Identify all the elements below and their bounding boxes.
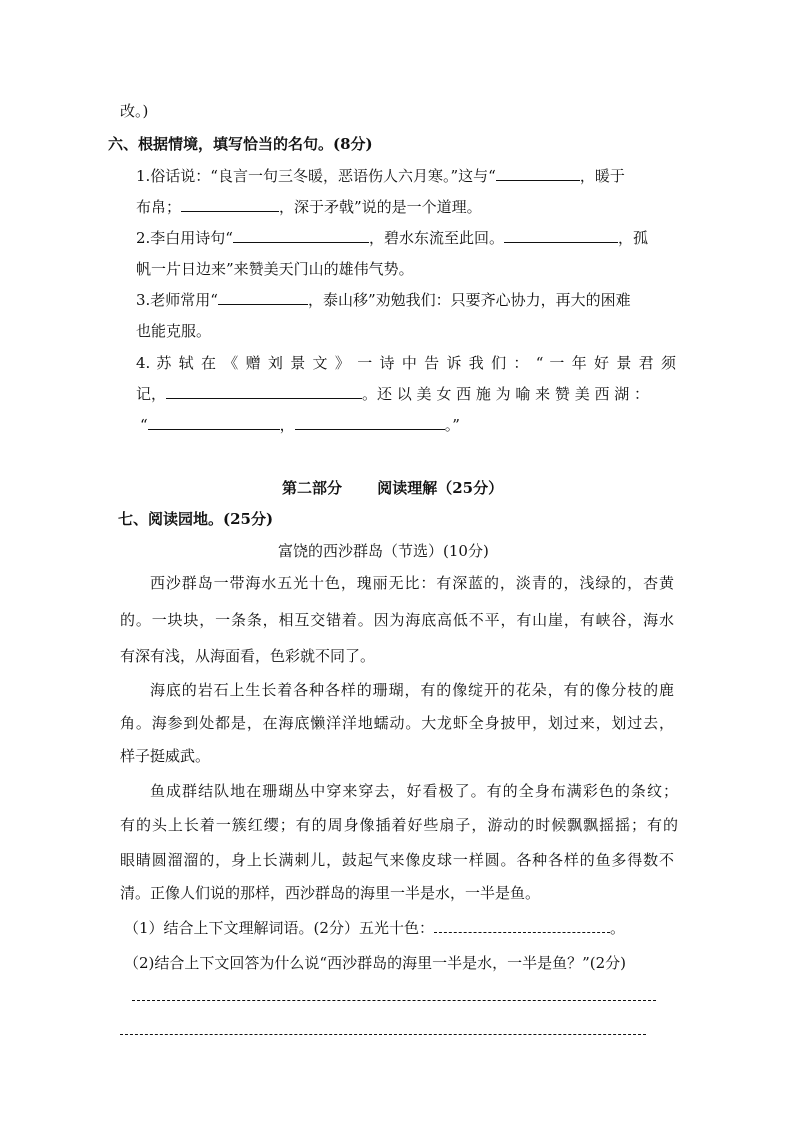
- p1-line1: 西沙群岛一带海水五光十色，瑰丽无比：有深蓝的，淡青的，浅绿的，杏黄: [150, 574, 674, 592]
- q1-blank-2[interactable]: [181, 197, 279, 212]
- q7-1-end: 。: [609, 919, 625, 937]
- q2-line1: [136, 228, 648, 248]
- q2-line2: 帆一片日边来”来赞美天门山的雄伟气势。: [136, 260, 414, 278]
- q7-1: [124, 918, 625, 938]
- q3-line1: [136, 290, 631, 310]
- q7-1-text: （1）结合上下文理解词语。(2分）五光十色：: [124, 919, 434, 937]
- q2-text-b: ，碧水东流至此回。: [368, 229, 504, 247]
- p3-line1: 鱼成群结队地在珊瑚丛中穿来穿去，好看极了。有的全身布满彩色的条纹；: [150, 782, 678, 800]
- q4-text-e: 。”: [444, 416, 460, 434]
- q7-1-answer-line[interactable]: [434, 931, 610, 933]
- q2-text-a: 2.李白用诗句“: [136, 229, 233, 247]
- p1-line3: 有深有浅，从海面看，色彩就不同了。: [120, 647, 376, 665]
- section7-heading: 七、阅读园地。(25分): [118, 510, 274, 528]
- q1-text-c: 布帛；: [136, 198, 182, 216]
- q4-line1: 4. 苏 轼 在 《 赠 刘 景 文 》 一 诗 中 告 诉 我 们 ： “ 一 年 好 景 君 须: [136, 354, 676, 372]
- q1-line1: [136, 166, 625, 186]
- q3-blank-1[interactable]: [218, 290, 308, 305]
- q1-text-d: ，深于矛戟”说的是一个道理。: [279, 198, 482, 216]
- part2-title: 第二部分 阅读理解（25分）: [282, 479, 504, 497]
- section6-heading: 六、根据情境，填写恰当的名句。(8分): [108, 135, 373, 153]
- q3-text-a: 3.老师常用“: [136, 291, 218, 309]
- p3-line2: 有的头上长着一簇红缨；有的周身像插着好些扇子，游动的时候飘飘摇摇；有的: [120, 816, 678, 834]
- p2-line2: 角。海参到处都是，在海底懒洋洋地蠕动。大龙虾全身披甲，划过来，划过去，: [120, 714, 674, 732]
- q1-blank-1[interactable]: [496, 166, 580, 181]
- p3-line4: 清。正像人们说的那样，西沙群岛的海里一半是水，一半是鱼。: [120, 884, 541, 902]
- q3-line2: 也能克服。: [136, 322, 212, 340]
- q1-line2: [136, 197, 482, 217]
- q4-text-b: 。还 以 美 女 西 施 为 喻 来 赞 美 西 湖 ：: [362, 385, 650, 403]
- p1-line2: 的。一块块，一条条，相互交错着。因为海底高低不平，有山崖，有峡谷，海水: [120, 611, 674, 629]
- q7-2: （2)结合上下文回答为什么说“西沙群岛的海里一半是水，一半是鱼？”(2分): [124, 954, 626, 972]
- q2-blank-2[interactable]: [504, 228, 618, 243]
- q4-blank-2[interactable]: [148, 415, 280, 430]
- q4-text-d: ，: [279, 416, 295, 434]
- q4-line2: [136, 384, 649, 404]
- p3-line3: 眼睛圆溜溜的，身上长满刺儿，鼓起气来像皮球一样圆。各种各样的鱼多得数不: [120, 851, 674, 869]
- q4-blank-1[interactable]: [166, 384, 362, 399]
- q4-blank-3[interactable]: [295, 415, 445, 430]
- q3-text-b: ，泰山移”劝勉我们：只要齐心协力，再大的困难: [307, 291, 631, 309]
- q2-blank-1[interactable]: [233, 228, 369, 243]
- q1-text-a: 1.俗话说：“良言一句三冬暖，恶语伤人六月寒。”这与“: [136, 167, 496, 185]
- passage-title: 富饶的西沙群岛（节选）(10分): [278, 542, 489, 560]
- answer-line-2[interactable]: [120, 1034, 646, 1035]
- answer-line-1[interactable]: [132, 1000, 656, 1001]
- previous-question-fragment: 改。): [120, 102, 149, 120]
- p2-line1: 海底的岩石上生长着各种各样的珊瑚，有的像绽开的花朵，有的像分枝的鹿: [150, 681, 674, 699]
- p2-line3: 样子挺威武。: [120, 747, 211, 765]
- q4-text-a: 记，: [136, 385, 167, 403]
- q1-text-b: ，暖于: [579, 167, 625, 185]
- q4-text-c: “: [140, 416, 148, 434]
- q4-line3: [140, 415, 460, 435]
- q2-text-c: ，孤: [618, 229, 649, 247]
